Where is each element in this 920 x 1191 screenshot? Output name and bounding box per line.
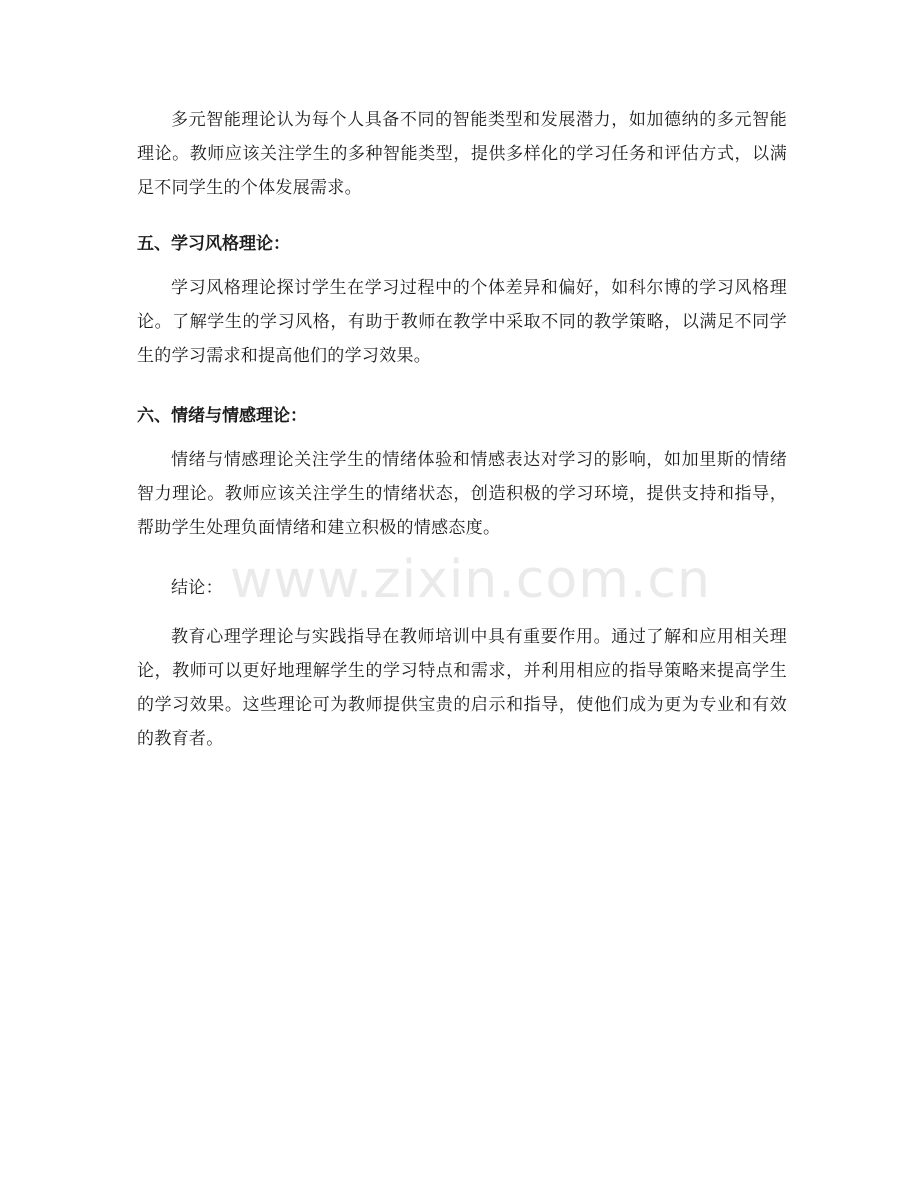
heading-emotion-theory: 六、情绪与情感理论： — [137, 406, 307, 426]
paragraph-emotion-theory: 情绪与情感理论关注学生的情绪体验和情感表达对学习的影响，如加里斯的情绪智力理论。教师应该关注学生的情绪状态，创造积极的学习环境，提供支持和指导，帮助学生处理负面情绪和建立积极的情感态度。 — [137, 450, 787, 538]
conclusion-label: 结论： — [171, 578, 223, 598]
paragraph-conclusion: 教育心理学理论与实践指导在教师培训中具有重要作用。通过了解和应用相关理论，教师可以更好地理解学生的学习特点和需求，并利用相应的指导策略来提高学生的学习效果。这些理论可为教师提供宝贵的启示和指导，使他们成为更为专业和有效的教育者。 — [137, 627, 787, 749]
paragraph-multiple-intelligences: 多元智能理论认为每个人具备不同的智能类型和发展潜力，如加德纳的多元智能理论。教师应该关注学生的多种智能类型，提供多样化的学习任务和评估方式，以满足不同学生的个体发展需求。 — [137, 110, 787, 198]
heading-learning-style-theory: 五、学习风格理论： — [137, 234, 290, 254]
paragraph-learning-style-theory: 学习风格理论探讨学生在学习过程中的个体差异和偏好，如科尔博的学习风格理论。了解学生的学习风格，有助于教师在教学中采取不同的教学策略，以满足不同学生的学习需求和提高他们的学习效果。 — [137, 278, 787, 366]
watermark-text: www.zixin.com.cn — [230, 550, 711, 610]
